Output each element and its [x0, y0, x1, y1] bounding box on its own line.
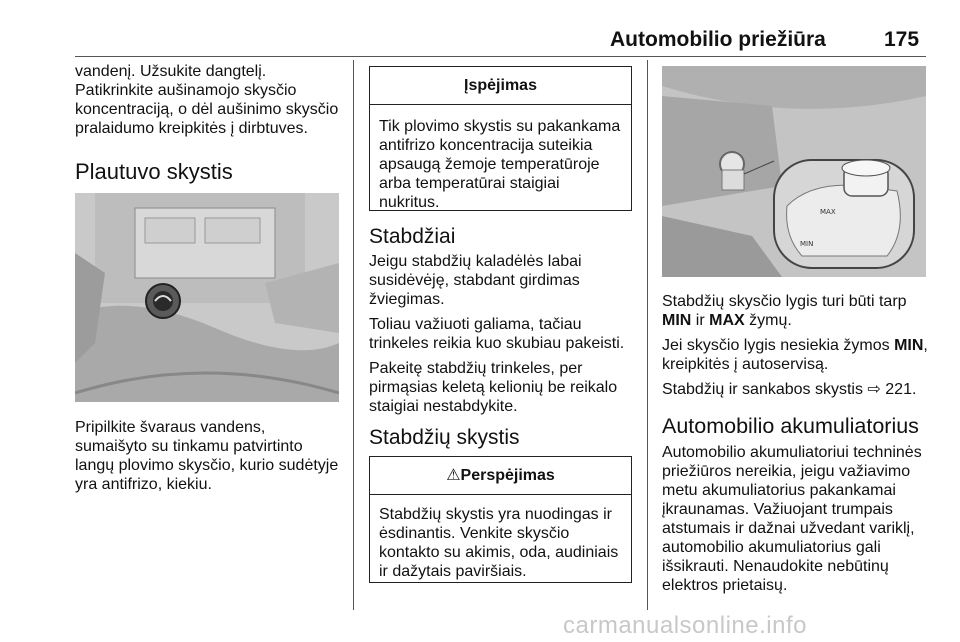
min-label: MIN	[662, 312, 692, 329]
battery-heading: Automobilio akumuliatorius	[662, 414, 919, 438]
page-number: 175	[884, 28, 920, 51]
brake-fluid-reservoir-image	[662, 66, 926, 277]
page-reference-link[interactable]: 221.	[880, 381, 917, 398]
min-mark-label: MIN	[800, 240, 814, 248]
washer-fluid-reservoir-image	[75, 193, 339, 402]
warning-box-title: Įspėjimas	[370, 67, 631, 105]
column-1	[75, 62, 345, 138]
brake-fluid-heading: Stabdžių skystis	[369, 426, 520, 449]
coolant-paragraph: vandenį. Užsukite dangtelį. Patikrinkite aušinamojo skysčio koncentraciją, o dėl aušinimo skysčio pralaidumo kreipkitės į dirbtuves.	[75, 63, 339, 137]
caution-box-brake-fluid	[369, 456, 632, 583]
washer-fluid-heading: Plautuvo skystis	[75, 159, 233, 184]
warning-box-antifreeze	[369, 66, 632, 211]
battery-text: Automobilio akumuliatoriui techninės priežiūros nereikia, jeigu važiavimo metu akumuliatorius pakankamai įkraunamas. Važiuojant trumpais atstumais ir dažnai užvedant variklį, automobilio akumuliatorius gali išsikrauti. Nenaudokite nebūtinų elektros prietaisų.	[662, 444, 922, 594]
caution-box-text: Stabdžių skystis yra nuodingas ir ėsdinantis. Venkite skysčio kontakto su akimis, oda, audiniais ir dažytais paviršiais.	[379, 506, 619, 580]
brake-fluid-level-text: Stabdžių skysčio lygis turi būti tarp MIN ir MAX žymų. Jei skysčio lygis nesiekia žymos MIN, kreipkitės į autoservisą. Stabdžių ir sankabos skystis ⇨ 221.	[662, 293, 928, 398]
page-header-title: Automobilio priežiūra	[610, 28, 826, 51]
page-reference-arrow-icon: ⇨	[867, 381, 881, 398]
max-label: MAX	[709, 312, 745, 329]
warning-triangle-icon: ⚠	[446, 467, 461, 484]
warning-box-text: Tik plovimo skystis su pakankama antifrizo koncentracija suteikia apsaugą žemoje temperatūroje arba temperatūrai staigiai nukritus.	[379, 118, 621, 211]
header-divider	[75, 56, 926, 57]
brakes-heading: Stabdžiai	[369, 225, 456, 248]
watermark-text: carmanualsonline.info	[563, 612, 807, 639]
caution-box-title: ⚠Perspėjimas	[370, 457, 631, 495]
brakes-text: Jeigu stabdžių kaladėlės labai susidėvėję, stabdant girdimas žviegimas. Toliau važiuoti galiama, tačiau trinkeles reikia kuo skubiau pakeisti. Pakeitę stabdžių trinkeles, per pirmąsias keletą kelionių be reikalo staigiai nestabdykite.	[369, 253, 625, 415]
max-mark-label: MAX	[820, 208, 836, 216]
column-divider-2	[647, 60, 648, 610]
washer-fluid-text: Pripilkite švaraus vandens, sumaišyto su tinkamu patvirtinto langų plovimo skysčio, kurio sudėtyje yra antifrizo, kiekiu.	[75, 419, 339, 493]
column-divider-1	[353, 60, 354, 610]
